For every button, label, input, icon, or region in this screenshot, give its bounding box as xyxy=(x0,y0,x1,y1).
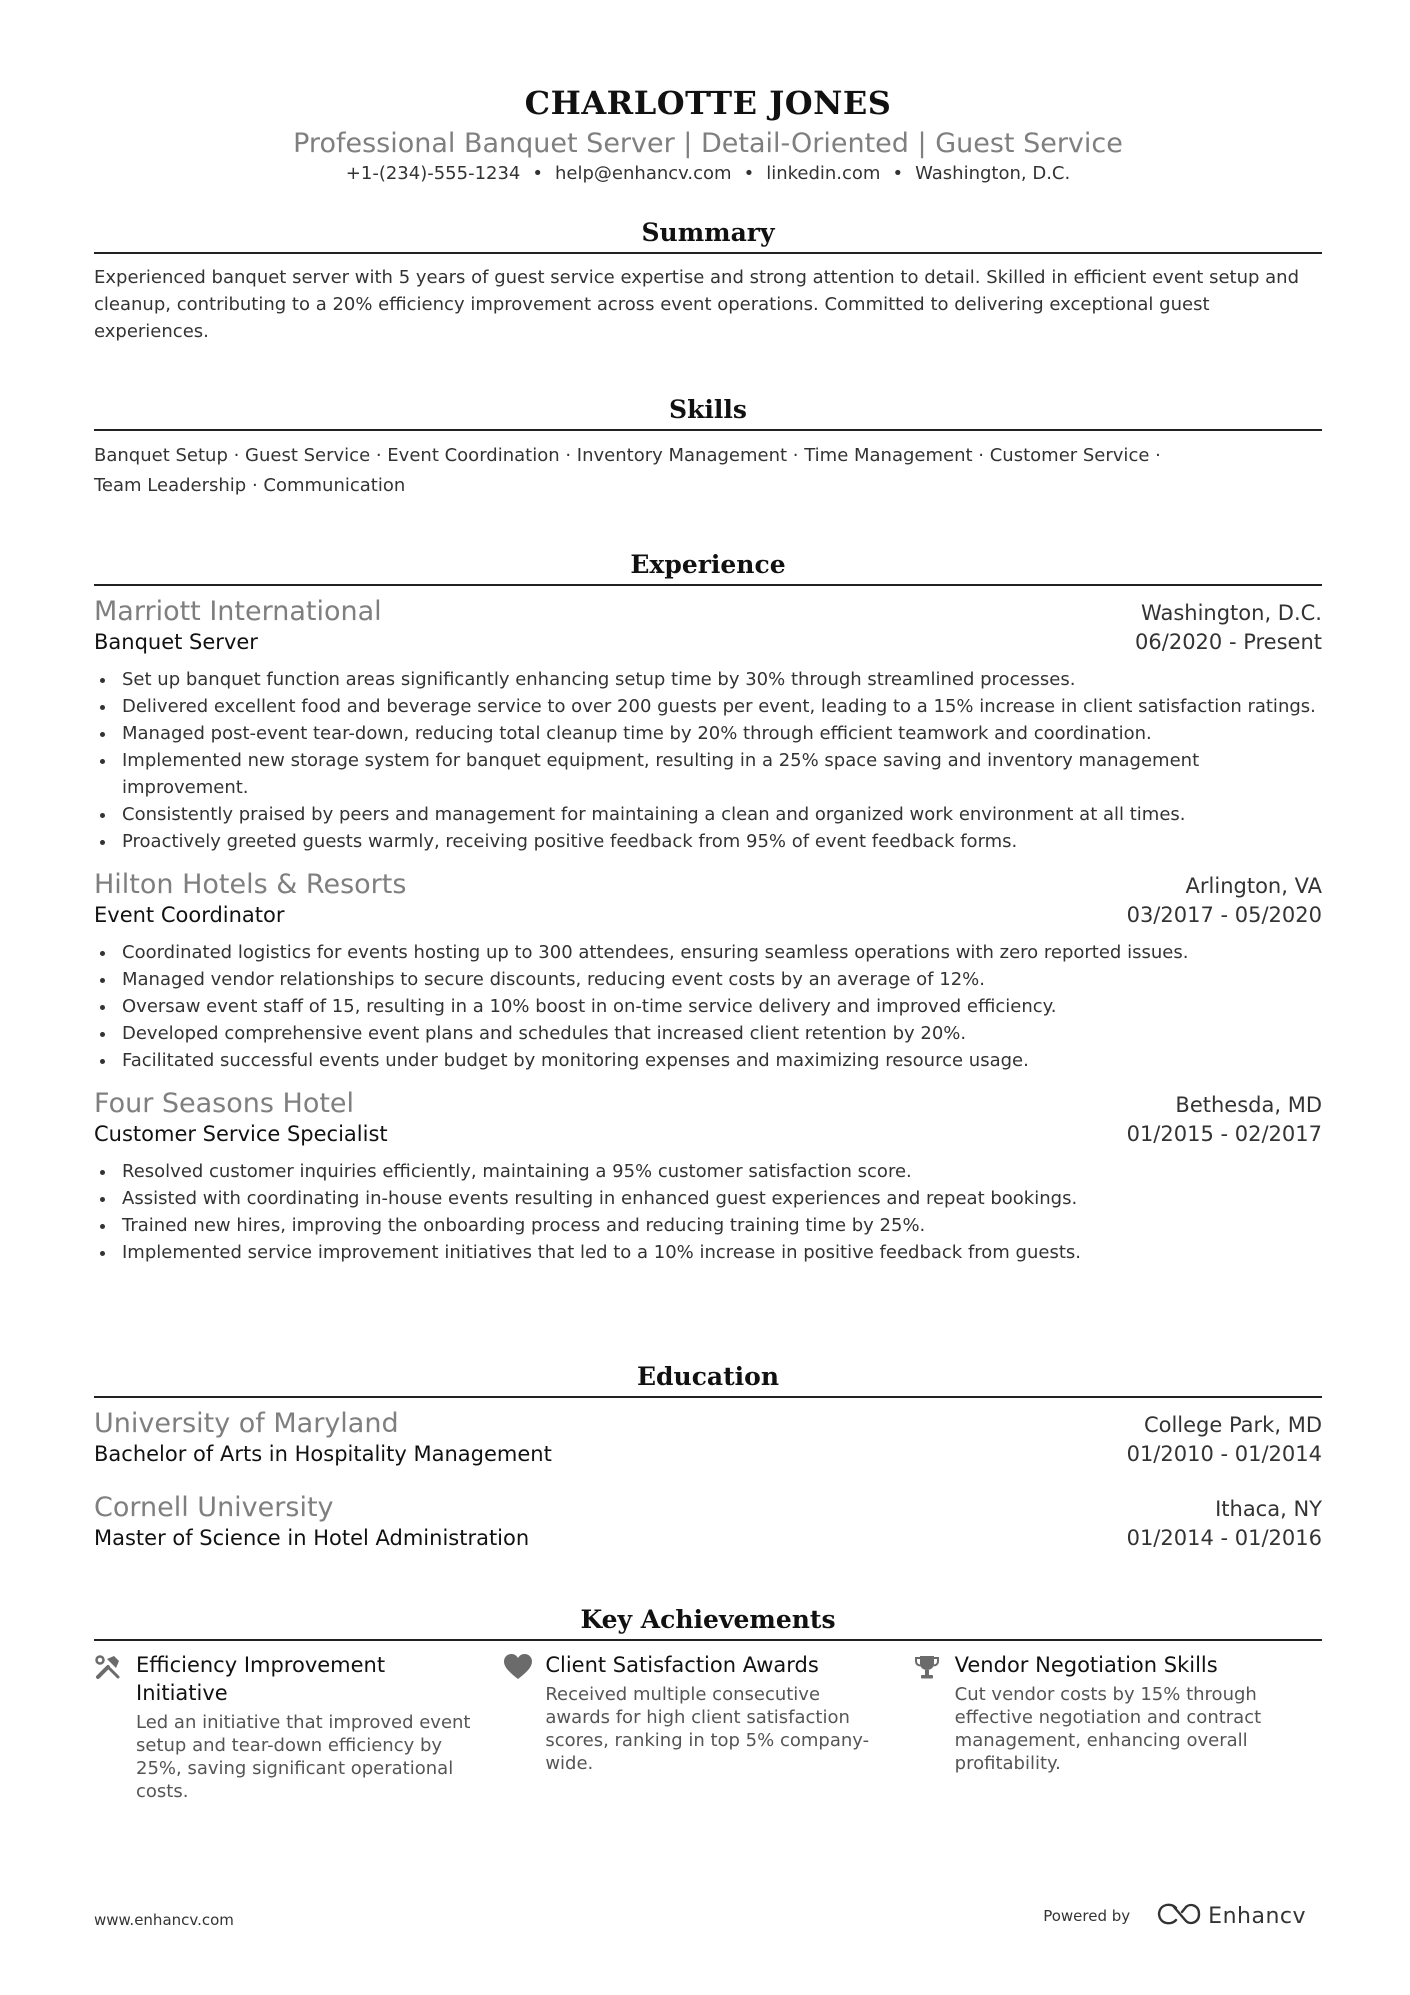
bullet-item: Oversaw event staff of 15, resulting in a 10% boost in on-time service delivery and improved efficiency. xyxy=(94,993,1322,1020)
contact-line xyxy=(94,163,1322,184)
education-dates: 01/2010 - 01/2014 xyxy=(1126,1442,1322,1466)
section-title: Education xyxy=(94,1360,1322,1398)
company-name: Four Seasons Hotel xyxy=(94,1088,355,1119)
achievement-title: Efficiency Improvement Initiative xyxy=(136,1653,386,1705)
bullet-item: Resolved customer inquiries efficiently, maintaining a 95% customer satisfaction score. xyxy=(94,1158,1322,1185)
bullet-item: Developed comprehensive event plans and schedules that increased client retention by 20%. xyxy=(94,1020,1322,1047)
education-dates: 01/2014 - 01/2016 xyxy=(1126,1526,1322,1550)
bullet-item: Delivered excellent food and beverage service to over 200 guests per event, leading to a 15% increase in client satisfaction ratings. xyxy=(94,693,1322,720)
bullet-list xyxy=(94,939,1322,1074)
candidate-name: CHARLOTTE JONES xyxy=(524,84,892,122)
achievement-description: Received multiple consecutive awards for high client satisfaction scores, ranking in top 5% company-wide. xyxy=(545,1684,870,1774)
section-title: Experience xyxy=(94,548,1322,586)
job-dates: 03/2017 - 05/2020 xyxy=(1126,903,1322,927)
achievement-description: Led an initiative that improved event setup and tear-down efficiency by 25%, saving significant operational costs. xyxy=(136,1712,471,1802)
achievement-description: Cut vendor costs by 15% through effective negotiation and contract management, enhancing overall profitability. xyxy=(954,1684,1262,1774)
achievement-title: Vendor Negotiation Skills xyxy=(954,1653,1218,1677)
education-entry xyxy=(94,1408,1322,1476)
location: Washington, D.C. xyxy=(915,163,1071,184)
achievement-card xyxy=(94,1651,503,1803)
bullet-item: Managed vendor relationships to secure discounts, reducing event costs by an average of 12%. xyxy=(94,966,1322,993)
bullet-item: Facilitated successful events under budget by monitoring expenses and maximizing resource usage. xyxy=(94,1047,1322,1074)
bullet-item: Coordinated logistics for events hosting up to 300 attendees, ensuring seamless operations with zero reported issues. xyxy=(94,939,1322,966)
experience-entry xyxy=(94,596,1322,855)
degree-name: Master of Science in Hotel Administration xyxy=(94,1526,530,1550)
job-dates: 06/2020 - Present xyxy=(1135,630,1322,654)
company-name: Marriott International xyxy=(94,596,382,627)
skills-line: Team Leadership · Communication xyxy=(94,475,406,496)
summary-section xyxy=(94,216,1322,345)
job-location: Washington, D.C. xyxy=(1141,601,1322,625)
email-link[interactable]: help@enhancv.com xyxy=(555,163,732,184)
section-title: Key Achievements xyxy=(94,1603,1322,1641)
footer-branding xyxy=(1043,1902,1306,1930)
job-title: Customer Service Specialist xyxy=(94,1122,388,1146)
bullet-item: Implemented new storage system for banquet equipment, resulting in a 25% space saving and inventory management improvement. xyxy=(94,747,1322,801)
resume-page xyxy=(94,0,1322,1995)
powered-by-label: Powered by xyxy=(1043,1907,1131,1925)
company-name: Hilton Hotels & Resorts xyxy=(94,869,407,900)
skills-section xyxy=(94,393,1322,501)
bullet-item: Trained new hires, improving the onboarding process and reducing training time by 25%. xyxy=(94,1212,1322,1239)
bullet-item: Managed post-event tear-down, reducing total cleanup time by 20% through efficient teamwork and coordination. xyxy=(94,720,1322,747)
education-section xyxy=(94,1360,1322,1560)
bullet-list xyxy=(94,666,1322,855)
candidate-tagline: Professional Banquet Server | Detail-Oriented | Guest Service xyxy=(293,128,1123,159)
school-location: College Park, MD xyxy=(1143,1413,1322,1437)
achievements-section xyxy=(94,1603,1322,1803)
bullet-item: Consistently praised by peers and management for maintaining a clean and organized work environment at all times. xyxy=(94,801,1322,828)
achievement-title: Client Satisfaction Awards xyxy=(545,1653,819,1677)
skills-line: Banquet Setup · Guest Service · Event Coordination · Inventory Management · Time Management · Customer Service · xyxy=(94,445,1161,466)
school-location: Ithaca, NY xyxy=(1215,1497,1322,1521)
school-name: Cornell University xyxy=(94,1492,334,1523)
achievements-grid xyxy=(94,1651,1322,1803)
linkedin-link[interactable]: linkedin.com xyxy=(766,163,881,184)
job-title: Event Coordinator xyxy=(94,903,285,927)
section-title: Skills xyxy=(94,393,1322,431)
job-location: Arlington, VA xyxy=(1185,874,1322,898)
contact-separator: • xyxy=(892,163,904,184)
summary-text: Experienced banquet server with 5 years of guest service expertise and strong attention to detail. Skilled in efficient event setup and cleanup, contributing to a 20% efficiency improvement across event operations. Committed to delivering exceptional guest experiences. xyxy=(94,267,1300,342)
job-title: Banquet Server xyxy=(94,630,258,654)
section-title: Summary xyxy=(94,216,1322,254)
degree-name: Bachelor of Arts in Hospitality Management xyxy=(94,1442,552,1466)
bullet-item: Set up banquet function areas significantly enhancing setup time by 30% through streamlined processes. xyxy=(94,666,1322,693)
contact-separator: • xyxy=(532,163,544,184)
experience-entry xyxy=(94,869,1322,1074)
brand-name: Enhancv xyxy=(1208,1903,1306,1929)
job-location: Bethesda, MD xyxy=(1175,1093,1322,1117)
job-dates: 01/2015 - 02/2017 xyxy=(1126,1122,1322,1146)
tools-icon xyxy=(94,1651,136,1803)
skills-list xyxy=(94,441,1322,501)
heart-icon xyxy=(503,1651,545,1803)
experience-entry xyxy=(94,1088,1322,1266)
bullet-list xyxy=(94,1158,1322,1266)
achievement-card xyxy=(913,1651,1322,1803)
enhancv-logo-icon xyxy=(1156,1902,1202,1930)
phone: +1-(234)-555-1234 xyxy=(345,163,521,184)
school-name: University of Maryland xyxy=(94,1408,399,1439)
trophy-icon xyxy=(913,1651,955,1803)
education-entry xyxy=(94,1492,1322,1560)
footer-website-link[interactable]: www.enhancv.com xyxy=(94,1911,234,1929)
bullet-item: Assisted with coordinating in-house events resulting in enhanced guest experiences and repeat bookings. xyxy=(94,1185,1322,1212)
contact-separator: • xyxy=(743,163,755,184)
experience-section xyxy=(94,548,1322,1266)
achievement-card xyxy=(503,1651,912,1803)
bullet-item: Proactively greeted guests warmly, receiving positive feedback from 95% of event feedback forms. xyxy=(94,828,1322,855)
bullet-item: Implemented service improvement initiatives that led to a 10% increase in positive feedback from guests. xyxy=(94,1239,1322,1266)
